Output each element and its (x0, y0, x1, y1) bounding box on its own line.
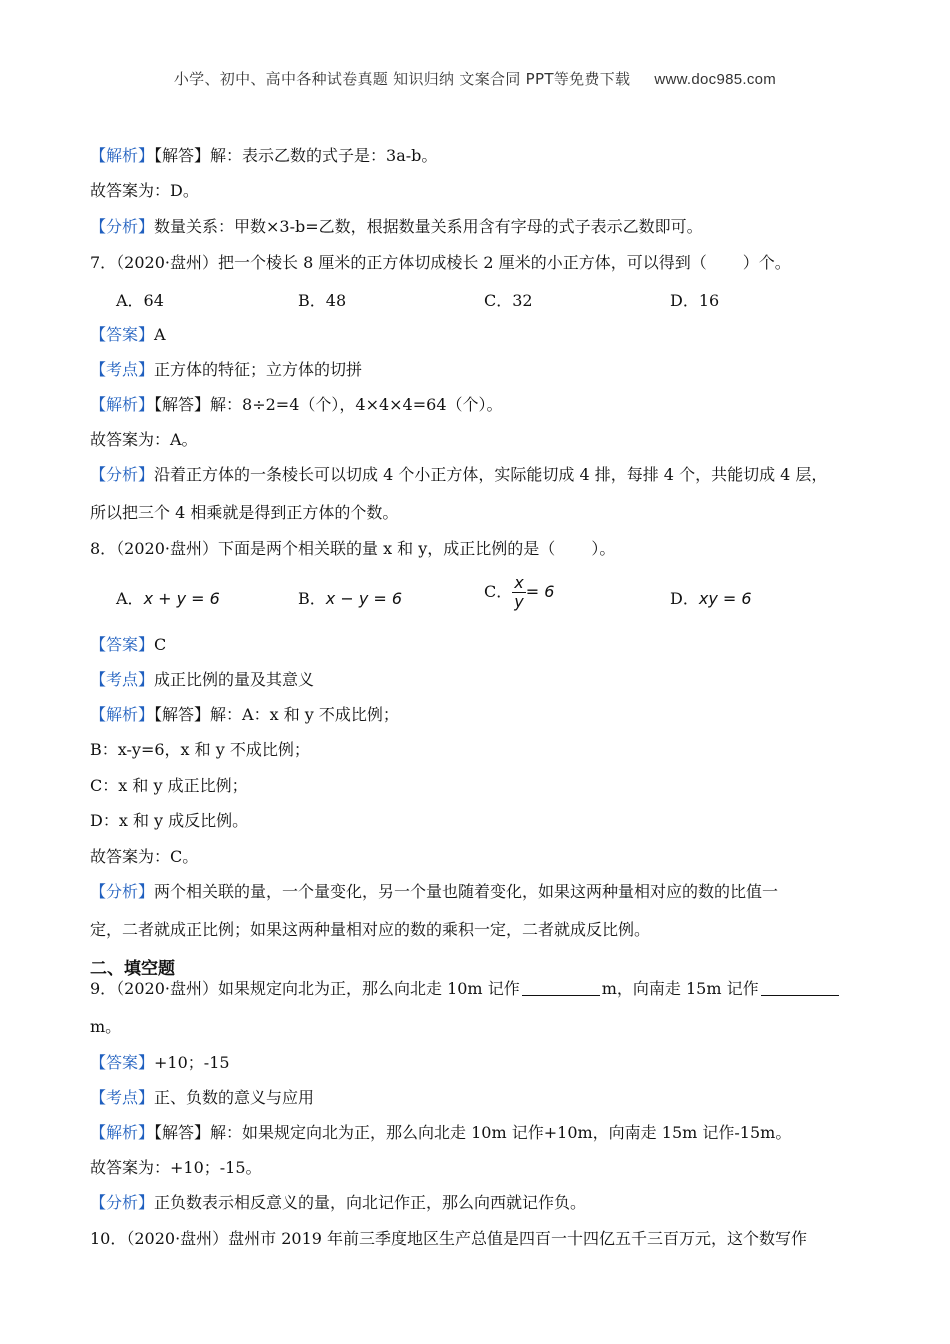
q8-line-b: B：x-y=6，x 和 y 不成比例； (90, 740, 310, 759)
q7-stem (90, 252, 880, 274)
q8-option-b-expr: x − y = 6 (325, 589, 403, 608)
q9-jiexi (90, 1122, 880, 1144)
q9-answer-value: +10；-15 (154, 1053, 230, 1072)
q8-final: 故答案为：C。 (90, 847, 199, 866)
q8-option-d-expr: xy = 6 (698, 589, 752, 608)
header-url[interactable]: www.doc985.com (654, 71, 777, 88)
q8-option-b-label: B． (298, 589, 326, 608)
q7-answer (90, 324, 880, 346)
tag-jieda: 【解答】 (154, 705, 211, 724)
q7-kaodian-text: 正方体的特征；立方体的切拼 (154, 360, 363, 379)
q8-option-d (670, 586, 752, 609)
q8-fenxi (90, 881, 880, 903)
q8-option-a-expr: x + y = 6 (143, 589, 220, 608)
page-header (0, 68, 950, 89)
tag-daan: 【答案】 (90, 325, 155, 344)
q6-fenxi (90, 216, 880, 238)
q8-kaodian-text: 成正比例的量及其意义 (154, 670, 315, 689)
q7-fenxi-cont: 所以把三个 4 相乘就是得到正方体的个数。 (90, 503, 399, 522)
q7-option-a: A．64 (116, 291, 164, 310)
q7-jiexi (90, 394, 880, 416)
q8-kaodian (90, 669, 880, 691)
tag-jiexi: 【解析】 (90, 395, 155, 414)
q8-stem-b: ）。 (591, 539, 616, 558)
tag-fenxi: 【分析】 (90, 1193, 155, 1212)
q8-answer (90, 634, 880, 656)
tag-kaodian: 【考点】 (90, 1088, 155, 1107)
answer-blank-2[interactable] (761, 979, 839, 996)
q8-option-d-label: D． (670, 589, 699, 608)
q9-stem (90, 978, 880, 1000)
q8-jiexi-text: 解：A：x 和 y 不成比例； (210, 705, 399, 724)
tag-jieda: 【解答】 (154, 146, 211, 165)
q9-kaodian-text: 正、负数的意义与应用 (154, 1088, 315, 1107)
q9-answer (90, 1052, 880, 1074)
q8-answer-value: C (154, 635, 167, 654)
tag-fenxi: 【分析】 (90, 217, 155, 236)
tag-jiexi: 【解析】 (90, 146, 155, 165)
q8-stem (90, 538, 880, 560)
q6-jiexi-text: 解：表示乙数的式子是：3a-b。 (210, 146, 438, 165)
q6-final: 故答案为：D。 (90, 181, 199, 200)
q8-option-c-label: C． (484, 582, 513, 601)
q8-stem-a: 8．（2020·盘州）下面是两个相关联的量 x 和 y，成正比例的是（ (90, 539, 556, 558)
q9-fenxi-text: 正负数表示相反意义的量，向北记作正，那么向西就记作负。 (154, 1193, 587, 1212)
q7-option-c: C．32 (484, 291, 533, 310)
header-text: 小学、初中、高中各种试卷真题 知识归纳 文案合同 PPT等免费下载 (173, 70, 631, 88)
tag-jiexi: 【解析】 (90, 1123, 155, 1142)
q10-stem: 10．（2020·盘州）盘州市 2019 年前三季度地区生产总值是四百一十四亿五千三百万元，这个数写作 (90, 1229, 808, 1248)
q8-line-c: C：x 和 y 成正比例； (90, 776, 248, 795)
q8-fenxi-line1: 两个相关联的量，一个量变化，另一个量也随着变化，如果这两种量相对应的数的比值一 (154, 882, 779, 901)
q6-jiexi (90, 145, 880, 167)
q8-option-c-fraction (512, 574, 525, 611)
fraction-denominator: y (514, 592, 524, 611)
answer-blank-1[interactable] (522, 979, 600, 996)
q9-final: 故答案为：+10；-15。 (90, 1158, 262, 1177)
q7-answer-value: A (154, 325, 166, 344)
q8-option-a-label: A． (116, 589, 144, 608)
q6-fenxi-text: 数量关系：甲数×3-b=乙数，根据数量关系用含有字母的式子表示乙数即可。 (154, 217, 703, 236)
tag-daan: 【答案】 (90, 635, 155, 654)
tag-kaodian: 【考点】 (90, 670, 155, 689)
q9-fenxi (90, 1192, 880, 1214)
q8-fenxi-cont: 定，二者就成正比例；如果这两种量相对应的数的乘积一定，二者就成反比例。 (90, 920, 651, 939)
tag-jieda: 【解答】 (154, 1123, 211, 1142)
q8-option-a (116, 586, 220, 609)
q7-stem-a: 7．（2020·盘州）把一个棱长 8 厘米的正方体切成棱长 2 厘米的小正方体，可以得到（ (90, 253, 707, 272)
q8-jiexi (90, 704, 880, 726)
q7-fenxi-line1: 沿着正方体的一条棱长可以切成 4 个小正方体，实际能切成 4 排，每排 4 个，共能切成 4 层， (154, 465, 828, 484)
q7-final: 故答案为：A。 (90, 430, 198, 449)
q9-stem-cont: m。 (90, 1017, 122, 1036)
q8-option-c-rest: = 6 (525, 582, 555, 601)
q9-stem-b: m，向南走 15m 记作 (601, 979, 759, 998)
q8-line-d: D：x 和 y 成反比例。 (90, 811, 249, 830)
tag-fenxi: 【分析】 (90, 465, 155, 484)
tag-jieda: 【解答】 (154, 395, 211, 414)
q7-stem-b: ）个。 (742, 253, 791, 272)
q7-option-b: B．48 (298, 291, 347, 310)
q9-stem-a: 9．（2020·盘州）如果规定向北为正，那么向北走 10m 记作 (90, 979, 520, 998)
q8-option-c (484, 574, 554, 611)
tag-daan: 【答案】 (90, 1053, 155, 1072)
tag-jiexi: 【解析】 (90, 705, 155, 724)
q7-jiexi-text: 解：8÷2=4（个），4×4×4=64（个）。 (210, 395, 503, 414)
q8-option-b (298, 586, 402, 609)
section-title: 二、填空题 (90, 959, 175, 979)
tag-fenxi: 【分析】 (90, 882, 155, 901)
fraction-numerator: x (514, 573, 524, 592)
q7-fenxi (90, 464, 880, 486)
q9-kaodian (90, 1087, 880, 1109)
q7-option-d: D．16 (670, 291, 720, 310)
q7-kaodian (90, 359, 880, 381)
tag-kaodian: 【考点】 (90, 360, 155, 379)
q9-jiexi-text: 解：如果规定向北为正，那么向北走 10m 记作+10m，向南走 15m 记作-15m。 (210, 1123, 792, 1142)
